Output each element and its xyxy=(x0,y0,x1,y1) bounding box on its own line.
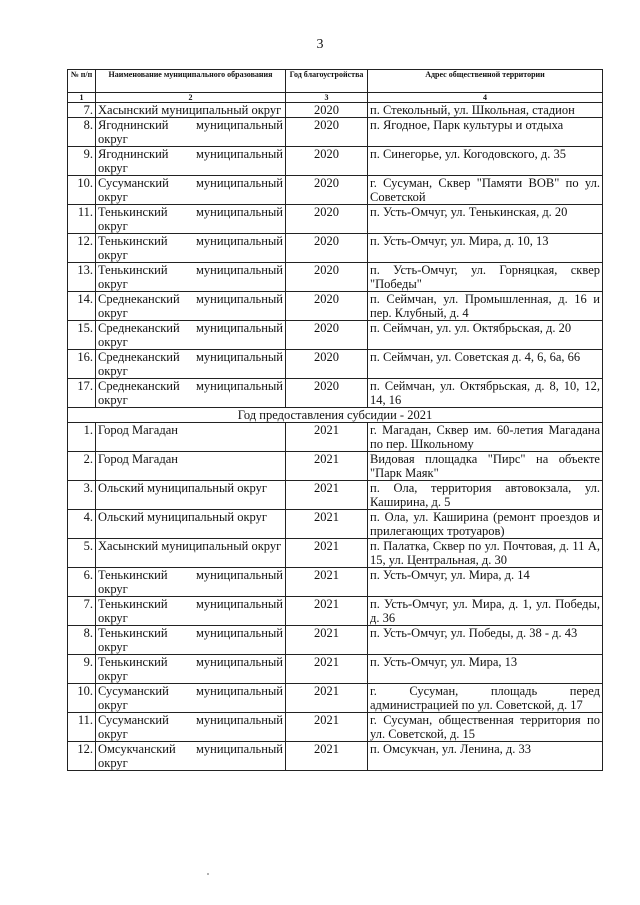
scan-speck xyxy=(207,873,209,875)
municipality-cell: Ольский муниципальный округ xyxy=(96,510,286,539)
table-row xyxy=(68,205,603,234)
section-title: Год предоставления субсидии - 2021 xyxy=(68,408,603,423)
address-cell: п. Ягодное, Парк культуры и отдыха xyxy=(368,118,603,147)
municipality-cell: Тенькинский муниципальный округ xyxy=(96,205,286,234)
address-cell: п. Усть-Омчуг, ул. Мира, д. 14 xyxy=(368,568,603,597)
row-number: 12. xyxy=(68,742,96,771)
municipality-cell: Тенькинский муниципальный округ xyxy=(96,234,286,263)
year-cell: 2021 xyxy=(286,510,368,539)
municipality-cell: Город Магадан xyxy=(96,452,286,481)
address-cell: п. Ола, ул. Каширина (ремонт проездов и прилегающих тротуаров) xyxy=(368,510,603,539)
year-cell: 2021 xyxy=(286,452,368,481)
header-num: № п/п xyxy=(68,70,96,93)
municipality-cell: Ягоднинский муниципальный округ xyxy=(96,118,286,147)
row-number: 7. xyxy=(68,597,96,626)
row-number: 7. xyxy=(68,103,96,118)
table-row xyxy=(68,103,603,118)
section-2021 xyxy=(68,408,603,423)
year-cell: 2020 xyxy=(286,234,368,263)
table-row xyxy=(68,147,603,176)
row-number: 6. xyxy=(68,568,96,597)
address-cell: п. Усть-Омчуг, ул. Горняцкая, сквер "Победы" xyxy=(368,263,603,292)
address-cell: п. Усть-Омчуг, ул. Мира, 13 xyxy=(368,655,603,684)
municipality-cell: Среднеканский муниципальный округ xyxy=(96,321,286,350)
table-row xyxy=(68,539,603,568)
table-row xyxy=(68,655,603,684)
address-cell: г. Сусуман, площадь перед администрацией по ул. Советской, д. 17 xyxy=(368,684,603,713)
row-number: 10. xyxy=(68,684,96,713)
municipality-cell: Сусуманский муниципальный округ xyxy=(96,713,286,742)
year-cell: 2020 xyxy=(286,205,368,234)
row-number: 14. xyxy=(68,292,96,321)
address-cell: п. Усть-Омчуг, ул. Тенькинская, д. 20 xyxy=(368,205,603,234)
col-index: 2 xyxy=(96,93,286,103)
row-number: 5. xyxy=(68,539,96,568)
header-municipality: Наименование муниципального образования xyxy=(96,70,286,93)
municipality-cell: Сусуманский муниципальный округ xyxy=(96,176,286,205)
year-cell: 2020 xyxy=(286,103,368,118)
address-cell: Видовая площадка "Пирс" на объекте "Парк Маяк" xyxy=(368,452,603,481)
section-row xyxy=(68,408,603,423)
row-number: 8. xyxy=(68,118,96,147)
row-number: 13. xyxy=(68,263,96,292)
row-number: 4. xyxy=(68,510,96,539)
rows-2021 xyxy=(68,423,603,771)
address-cell: п. Сеймчан, ул. Октябрьская, д. 8, 10, 12, 14, 16 xyxy=(368,379,603,408)
address-cell: п. Ола, территория автовокзала, ул. Каширина, д. 5 xyxy=(368,481,603,510)
table-row xyxy=(68,234,603,263)
col-index: 4 xyxy=(368,93,603,103)
table-row xyxy=(68,742,603,771)
row-number: 1. xyxy=(68,423,96,452)
row-number: 12. xyxy=(68,234,96,263)
page-number: 3 xyxy=(316,37,324,52)
header-address: Адрес общественной территории xyxy=(368,70,603,93)
row-number: 16. xyxy=(68,350,96,379)
table-row xyxy=(68,597,603,626)
row-number: 3. xyxy=(68,481,96,510)
municipality-cell: Ягоднинский муниципальный округ xyxy=(96,147,286,176)
municipality-cell: Хасынский муниципальный округ xyxy=(96,103,286,118)
year-cell: 2021 xyxy=(286,713,368,742)
row-number: 9. xyxy=(68,655,96,684)
address-cell: п. Усть-Омчуг, ул. Победы, д. 38 - д. 43 xyxy=(368,626,603,655)
address-cell: п. Сеймчан, ул. Промышленная, д. 16 и пер. Клубный, д. 4 xyxy=(368,292,603,321)
municipality-cell: Среднеканский муниципальный округ xyxy=(96,292,286,321)
municipality-cell: Город Магадан xyxy=(96,423,286,452)
table-row xyxy=(68,379,603,408)
row-number: 15. xyxy=(68,321,96,350)
municipality-cell: Омсукчанский муниципальный округ xyxy=(96,742,286,771)
address-cell: п. Стекольный, ул. Школьная, стадион xyxy=(368,103,603,118)
year-cell: 2020 xyxy=(286,379,368,408)
col-index: 1 xyxy=(68,93,96,103)
table-header-row xyxy=(68,70,603,93)
table-row xyxy=(68,713,603,742)
municipality-cell: Ольский муниципальный округ xyxy=(96,481,286,510)
year-cell: 2021 xyxy=(286,481,368,510)
year-cell: 2021 xyxy=(286,684,368,713)
row-number: 17. xyxy=(68,379,96,408)
table-row xyxy=(68,423,603,452)
table-row xyxy=(68,350,603,379)
address-cell: п. Сеймчан, ул. Советская д. 4, 6, 6а, 66 xyxy=(368,350,603,379)
municipality-cell: Сусуманский муниципальный округ xyxy=(96,684,286,713)
territories-table xyxy=(67,69,603,771)
table-row xyxy=(68,510,603,539)
column-index-row xyxy=(68,93,603,103)
table-row xyxy=(68,176,603,205)
col-index: 3 xyxy=(286,93,368,103)
table-row xyxy=(68,118,603,147)
year-cell: 2020 xyxy=(286,350,368,379)
address-cell: г. Магадан, Сквер им. 60-летия Магадана по пер. Школьному xyxy=(368,423,603,452)
year-cell: 2020 xyxy=(286,147,368,176)
year-cell: 2020 xyxy=(286,321,368,350)
row-number: 11. xyxy=(68,205,96,234)
year-cell: 2020 xyxy=(286,292,368,321)
table-row xyxy=(68,321,603,350)
year-cell: 2020 xyxy=(286,176,368,205)
rows-2020 xyxy=(68,103,603,408)
address-cell: г. Сусуман, Сквер "Памяти ВОВ" по ул. Советской xyxy=(368,176,603,205)
municipality-cell: Хасынский муниципальный округ xyxy=(96,539,286,568)
table-row xyxy=(68,568,603,597)
year-cell: 2021 xyxy=(286,655,368,684)
municipality-cell: Среднеканский муниципальный округ xyxy=(96,350,286,379)
row-number: 2. xyxy=(68,452,96,481)
year-cell: 2021 xyxy=(286,539,368,568)
municipality-cell: Тенькинский муниципальный округ xyxy=(96,655,286,684)
table-row xyxy=(68,626,603,655)
row-number: 9. xyxy=(68,147,96,176)
table-row xyxy=(68,481,603,510)
municipality-cell: Среднеканский муниципальный округ xyxy=(96,379,286,408)
table-row xyxy=(68,684,603,713)
row-number: 8. xyxy=(68,626,96,655)
year-cell: 2021 xyxy=(286,626,368,655)
municipality-cell: Тенькинский муниципальный округ xyxy=(96,263,286,292)
header-year: Год благоустройства xyxy=(286,70,368,93)
year-cell: 2020 xyxy=(286,263,368,292)
year-cell: 2020 xyxy=(286,118,368,147)
year-cell: 2021 xyxy=(286,568,368,597)
table-row xyxy=(68,292,603,321)
address-cell: п. Усть-Омчуг, ул. Мира, д. 1, ул. Победы, д. 36 xyxy=(368,597,603,626)
table-row xyxy=(68,452,603,481)
address-cell: п. Сеймчан, ул. ул. Октябрьская, д. 20 xyxy=(368,321,603,350)
address-cell: п. Усть-Омчуг, ул. Мира, д. 10, 13 xyxy=(368,234,603,263)
address-cell: п. Палатка, Сквер по ул. Почтовая, д. 11 А, 15, ул. Центральная, д. 30 xyxy=(368,539,603,568)
municipality-cell: Тенькинский муниципальный округ xyxy=(96,626,286,655)
table-row xyxy=(68,263,603,292)
year-cell: 2021 xyxy=(286,597,368,626)
address-cell: п. Омсукчан, ул. Ленина, д. 33 xyxy=(368,742,603,771)
municipality-cell: Тенькинский муниципальный округ xyxy=(96,597,286,626)
address-cell: п. Синегорье, ул. Когодовского, д. 35 xyxy=(368,147,603,176)
year-cell: 2021 xyxy=(286,423,368,452)
address-cell: г. Сусуман, общественная территория по ул. Советской, д. 15 xyxy=(368,713,603,742)
municipality-cell: Тенькинский муниципальный округ xyxy=(96,568,286,597)
row-number: 10. xyxy=(68,176,96,205)
year-cell: 2021 xyxy=(286,742,368,771)
row-number: 11. xyxy=(68,713,96,742)
